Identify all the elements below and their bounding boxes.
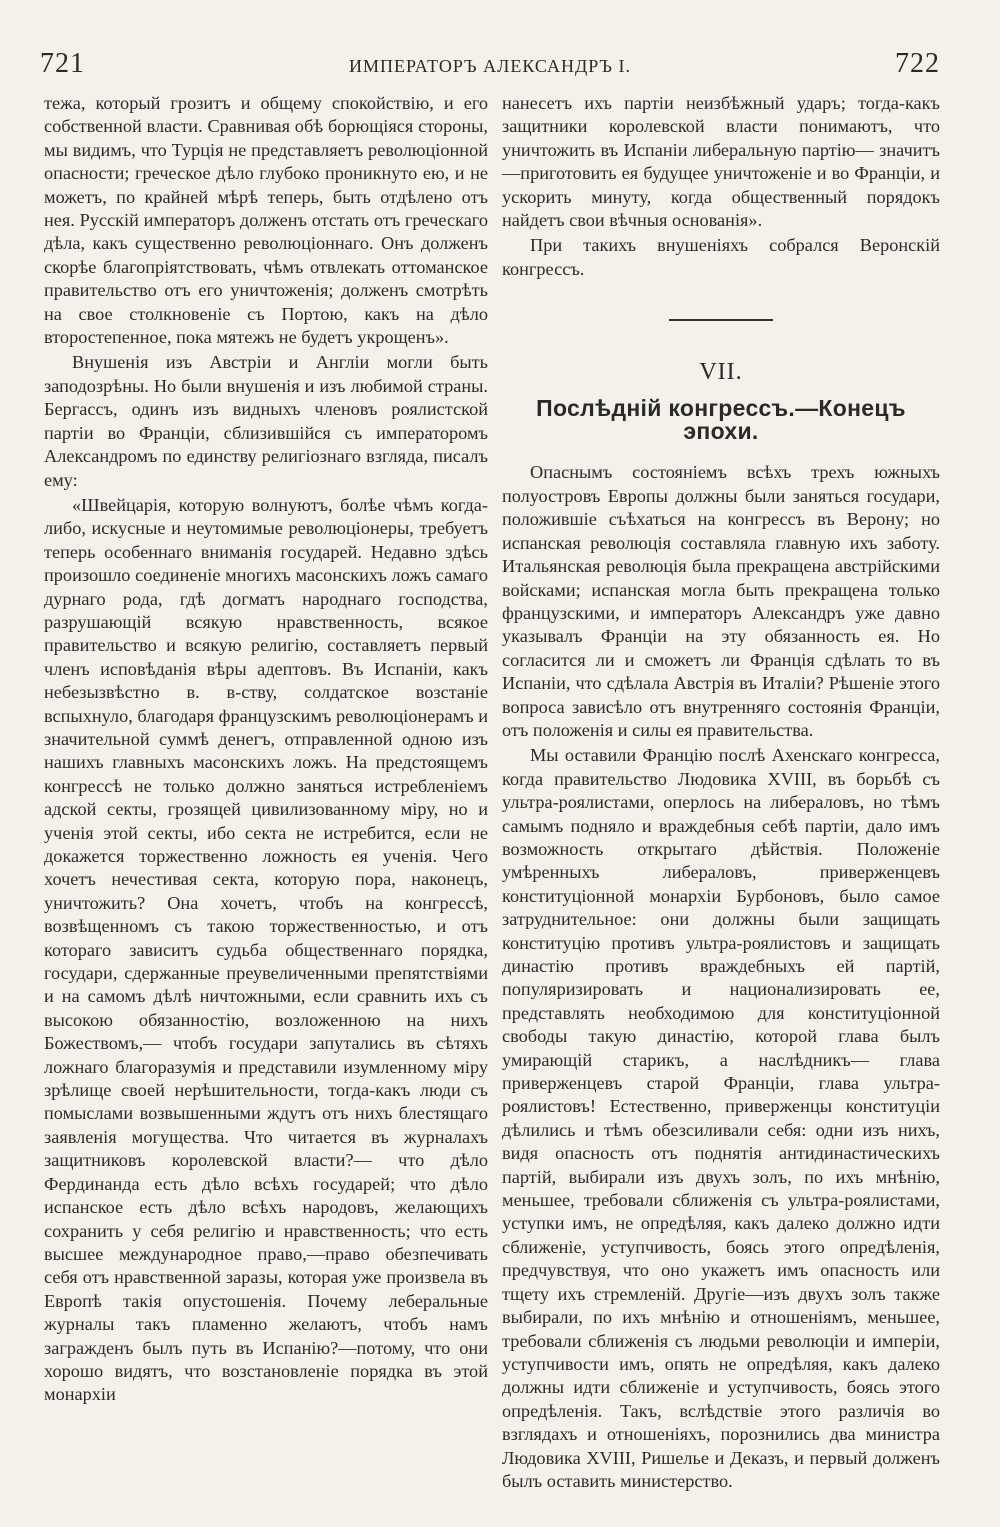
paragraph: Мы оставили Францію послѣ Ахенскаго конгресса, когда правительство Людовика XVIII, въ борьбѣ съ ультра-роялистами, оперлось на либераловъ, но тѣмъ самымъ подняло и враждебныя себѣ партіи, дало имъ возможность открытаго дѣйствія. Положеніе умѣренныхъ либераловъ, приверженцевъ конституціонной монархіи Бурбоновъ, было самое затруднительное: они должны были защищать конституцію противъ ультра-роялистовъ и защищать династію противъ враждебныхъ ей партій, популяризировать и национализировать ее, представлять необходимою для конституціонной свободы такую династію, которой глава былъ умирающій старикъ, а наслѣдникъ— глава приверженцевъ старой Франціи, глава ультра-роялистовъ! Естественно, приверженцы конституціи дѣлились и тѣмъ обезсиливали себя: одни изъ нихъ, видя опасность отъ поднятія антидинастическихъ партій, выбирали изъ двухъ золъ, по ихъ мнѣнію, меньшее, требовали сближенія съ ультра-роялистами, уступки имъ, не опредѣляя, какъ далеко должно идти сближеніе, уступчивость, боясь этого опредѣленія, предчувствуя, что оно укажетъ имъ опасность или тщету ихъ стремленій. Другіе—изъ двухъ золъ также выбирали, по ихъ мнѣнію и отношеніямъ, меньшее, требовали сближенія съ людьми революціи и имперіи, уступчивости имъ, опять не опредѣляя, какъ далеко должны идти сближеніе и уступчивость, боясь этого опредѣленія. Такъ, вслѣдствіе этого различія во взглядахъ и отношеніяхъ, порознились два министра Людовика XVIII, Ришелье и Деказъ, и первый долженъ былъ оставить министерство. xyxy=(502,745,940,1491)
paragraph: Опаснымъ состояніемъ всѣхъ трехъ южныхъ полуостровъ Европы должны были заняться государи, положившіе съѣхаться на конгрессъ въ Верону; но испанская революція составляла главную ихъ заботу. Итальянская революція была прекращена австрійскими войсками; испанская могла быть прекращена только французскими, и императоръ Александръ уже давно указывалъ Франціи на эту обязанность ея. Но согласится ли и сможетъ ли Франція сдѣлать то въ Испаніи, что сдѣлала Австрія въ Италіи? Рѣшеніе этого вопроса зависѣло отъ внутренняго состоянія Франціи, отъ положенія и силы ея правительства. xyxy=(502,462,940,740)
quote-paragraph: «Швейцарія, которую волнуютъ, болѣе чѣмъ когда-либо, искусные и неутомимые революціонеры, требуетъ теперь особеннаго вниманія государей. Недавно здѣсь произошло соединеніе многихъ масонскихъ ложъ самаго дурнаго рода, гдѣ догматъ народнаго господства, разрушающій всякую нравственность, всякое правительство и всякую религію, составляетъ первый членъ исповѣданія вѣры адептовъ. Въ Испаніи, какъ небезызвѣстно в. в-ству, солдатское возстаніе вспыхнуло, благодаря французскимъ революціонерамъ и значительной суммѣ денегъ, отправленной одною изъ нашихъ главныхъ масонскихъ ложъ. На предстоящемъ конгрессѣ не только должно заняться истребленіемъ адской секты, грозящей цивилизованному міру, но и ученія этой секты, ибо секта не истребится, если не докажется торжественно ложность ея ученія. Чего хочетъ нечестивая секта, которую пора, наконецъ, уничтожить? Она хочетъ, чтобъ на конгрессѣ, возвѣщенномъ съ такою торжественностью, и отъ котораго зависитъ судьба общественнаго порядка, государи, сдержанные преувеличенными препятствіями и на самомъ дѣлѣ ничтожными, если сравнить ихъ съ высокою обязанностію, возложенною на нихъ Божествомъ,— чтобъ государи запутались въ сѣтяхъ ложнаго благоразумія и представили изумленному міру зрѣлище своей нерѣшительности, тогда-какъ люди съ помыслами возвышенными ждутъ отъ нихъ блестящаго заявленія могущества. Что читается въ журналахъ защитниковъ королевской власти?— что дѣло Фердинанда есть дѣло всѣхъ государей; что дѣло испанское есть дѣло всѣхъ народовъ, желающихъ сохранить у себя религію и нравственность; что есть высшее международное право,—право обезпечивать себя отъ нравственной заразы, которая уже произвела въ Европѣ такія опустошенія. Почему леберальные журналы такъ пламенно желаютъ, чтобъ намъ загражденъ былъ путь въ Испанію?—потому, что они хорошо видятъ, что возстановленіе порядка въ этой монархіи xyxy=(44,494,489,1405)
section-number: VII. xyxy=(699,359,743,386)
paragraph: Внушенія изъ Австріи и Англіи могли быть заподозрѣны. Но были внушенія и изъ любимой страны. Бергассъ, одинъ изъ видныхъ членовъ роялистской партіи во Франціи, сблизившійся съ императоромъ Александромъ по единству религіознаго взгляда, писалъ ему: xyxy=(44,352,488,490)
paragraph: При такихъ внушеніяхъ собрался Веронскій конгрессъ. xyxy=(502,235,940,279)
paragraph: нанесетъ ихъ партіи неизбѣжный ударъ; тогда-какъ защитники королевской власти понимаютъ, что уничтожить въ Испаніи либеральную партію— значитъ—приготовить ея будущее уничтоженіе и во Франціи, и ускорить минуту, когда общественный порядокъ найдетъ свои вѣчныя основанія». xyxy=(502,93,940,231)
page-number-right: 722 xyxy=(895,48,940,79)
section-divider xyxy=(669,319,773,321)
page-header xyxy=(40,48,940,84)
page-number-left: 721 xyxy=(40,48,85,79)
running-title: ИМПЕРАТОРЪ АЛЕКСАНДРЪ I. xyxy=(349,56,631,76)
paragraph: тежа, который грозитъ и общему спокойствію, и его собственной власти. Сравнивая обѣ борющіяся стороны, мы видимъ, что Турція не представляетъ революціонной опасности; греческое дѣло глубоко проникнуто ею, и не можетъ, по крайней мѣрѣ теперь, быть отдѣлено отъ нея. Русскій императоръ долженъ отстать отъ греческаго дѣла, какъ существенно революціоннаго. Онъ долженъ скорѣе благопріятствовать, чѣмъ отвлекать оттоманское правительство отъ его уничтоженія; долженъ смотрѣть на свое столкновеніе съ Портою, какъ на дѣло второстепенное, пока мятежъ не будетъ укрощенъ». xyxy=(44,93,488,348)
right-column xyxy=(502,92,940,1493)
left-column xyxy=(44,92,488,1407)
section-title: Послѣдній конгрессъ.—Конецъ эпохи. xyxy=(536,394,906,445)
